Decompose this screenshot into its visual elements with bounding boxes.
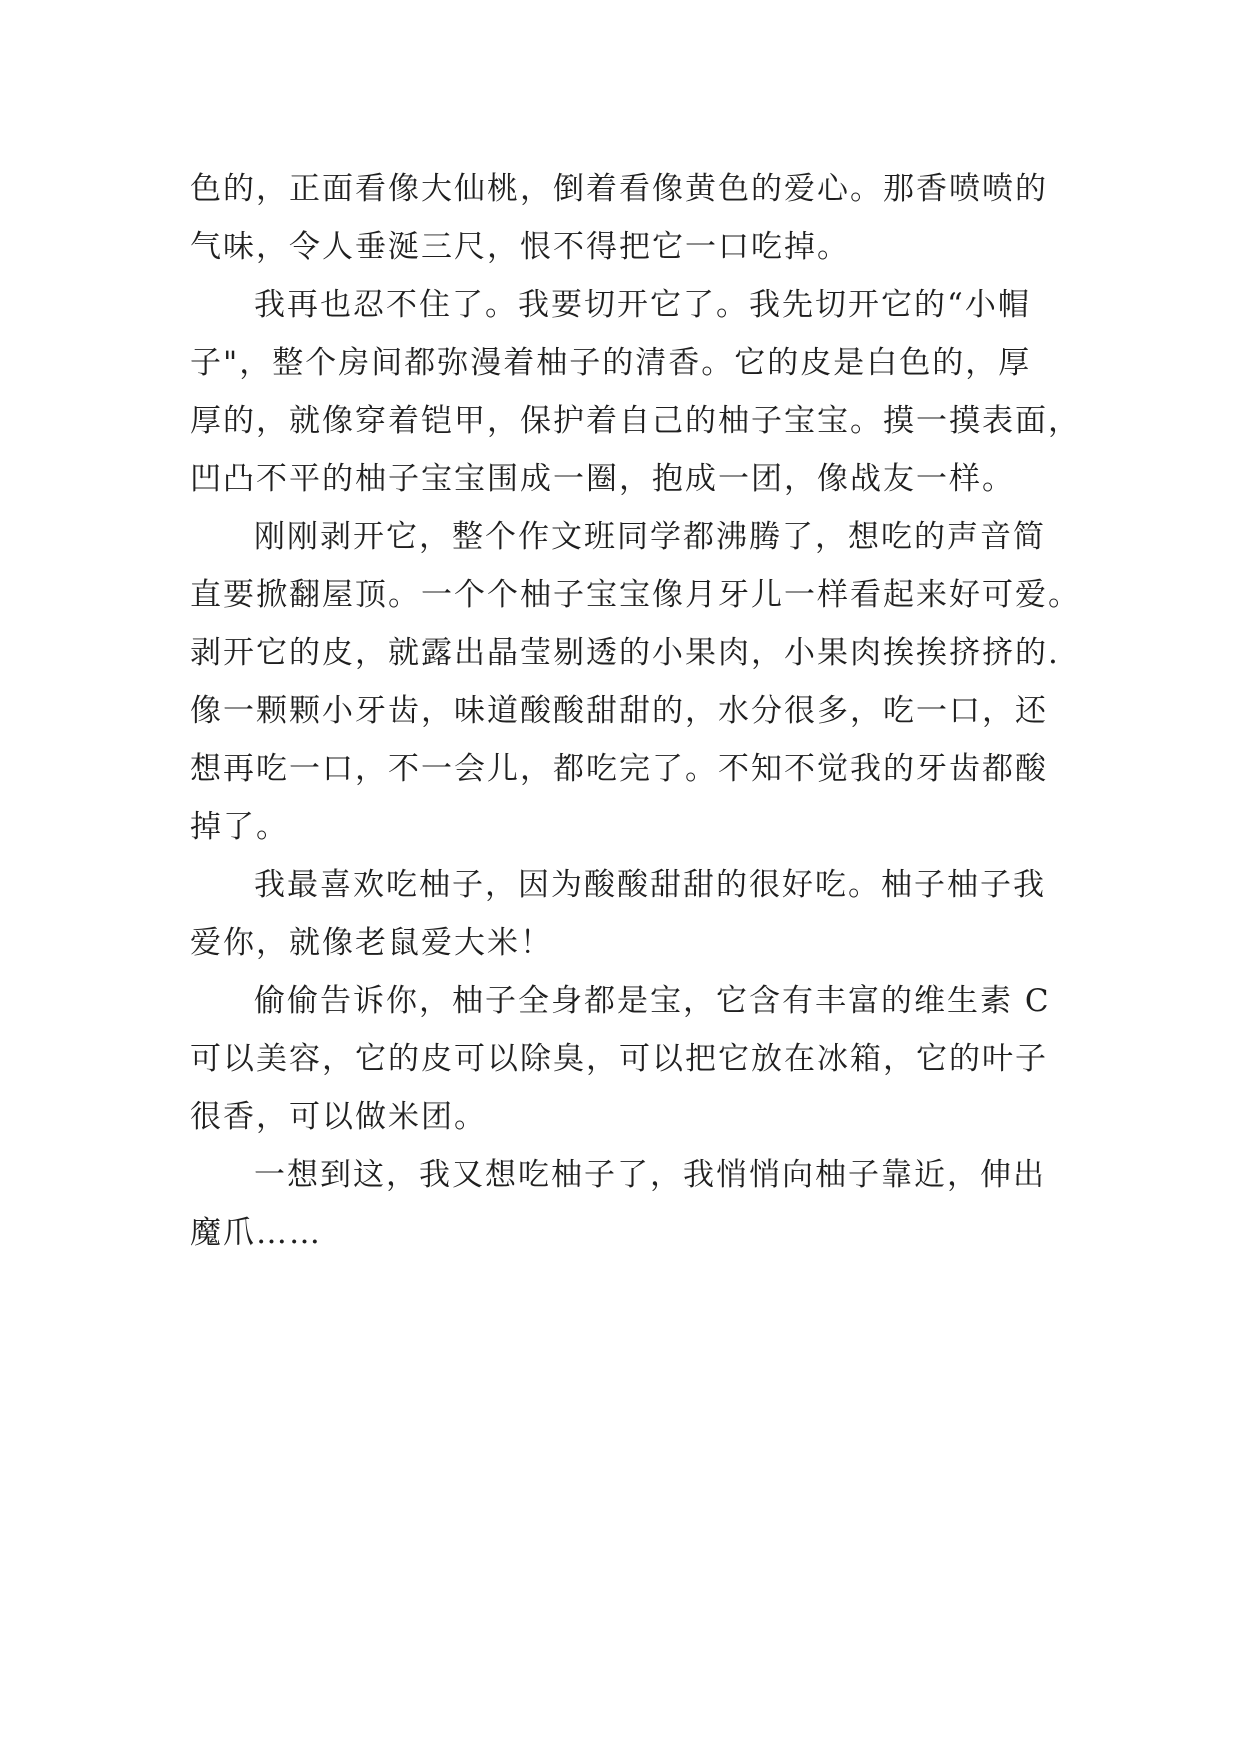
text-line: 直要掀翻屋顶。一个个柚子宝宝像月牙儿一样看起来好可爱。 [190, 577, 1081, 613]
paragraph-start-line: 刚刚剥开它，整个作文班同学都沸腾了，想吃的声音简 [254, 519, 1046, 555]
paragraph-start-line: 一想到这，我又想吃柚子了，我悄悄向柚子靠近，伸出 [254, 1157, 1046, 1193]
text-line: 掉了。 [190, 809, 289, 845]
text-line: 剥开它的皮，就露出晶莹剔透的小果肉，小果肉挨挨挤挤的. [190, 635, 1060, 671]
text-line: 爱你，就像老鼠爱大米！ [190, 925, 553, 961]
text-line: 可以美容，它的皮可以除臭，可以把它放在冰箱，它的叶子 [190, 1041, 1048, 1077]
paragraph-start-line: 我最喜欢吃柚子，因为酸酸甜甜的很好吃。柚子柚子我 [254, 867, 1046, 903]
text-line: 厚的，就像穿着铠甲，保护着自己的柚子宝宝。摸一摸表面， [190, 403, 1081, 439]
text-line: 子"，整个房间都弥漫着柚子的清香。它的皮是白色的，厚 [190, 345, 1032, 381]
text-line: 像一颗颗小牙齿，味道酸酸甜甜的，水分很多，吃一口，还 [190, 693, 1048, 729]
text-line: 魔爪…… [190, 1215, 322, 1251]
essay-body [190, 160, 1081, 1262]
text-line: 想再吃一口，不一会儿，都吃完了。不知不觉我的牙齿都酸 [190, 751, 1048, 787]
text-line: 气味，令人垂涎三尺，恨不得把它一口吃掉。 [190, 229, 850, 265]
paragraph-start-line: 偷偷告诉你，柚子全身都是宝，它含有丰富的维生素 C [254, 983, 1051, 1019]
text-line: 很香，可以做米团。 [190, 1099, 487, 1135]
paragraph-start-line: 我再也忍不住了。我要切开它了。我先切开它的“小帽 [254, 287, 1031, 323]
text-line: 色的，正面看像大仙桃，倒着看像黄色的爱心。那香喷喷的 [190, 171, 1048, 207]
text-line: 凹凸不平的柚子宝宝围成一圈，抱成一团，像战友一样。 [190, 461, 1015, 497]
